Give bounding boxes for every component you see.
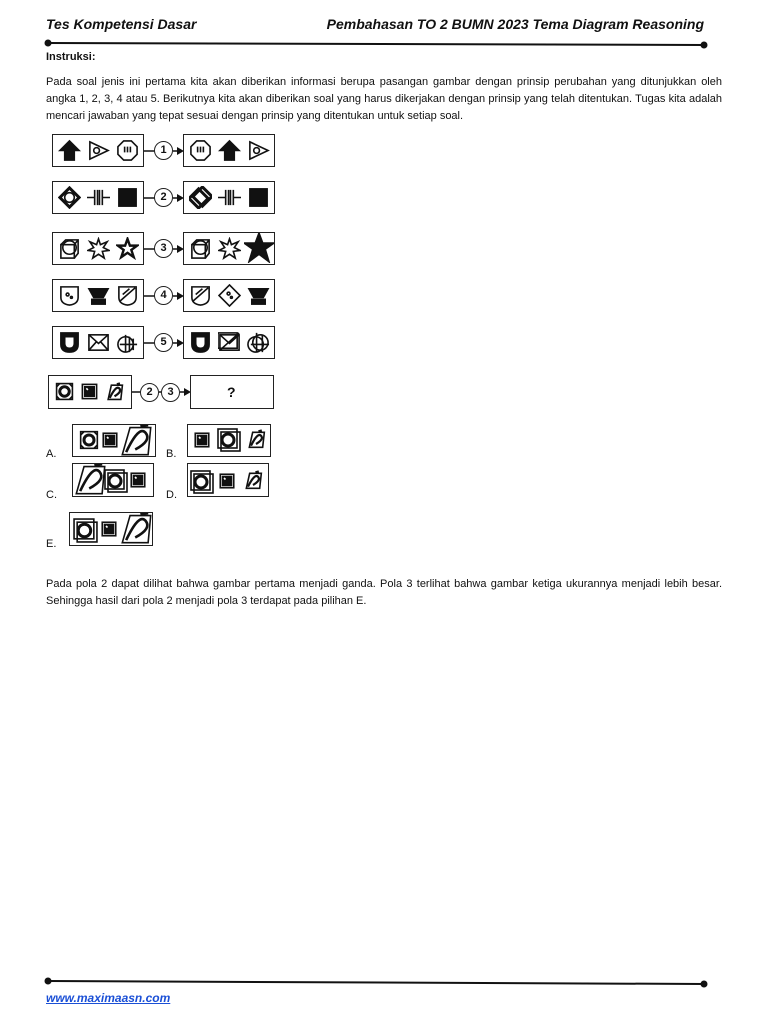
capacitor-icon: [218, 186, 241, 209]
arrow-house-icon: [218, 139, 241, 162]
q-frame-double-icon: [104, 469, 128, 493]
q-frame-double-icon: [190, 470, 214, 494]
triangle-circle-icon: [247, 139, 270, 162]
grid-circle-double-icon: [247, 331, 270, 354]
option-b-label: B.: [166, 448, 177, 460]
envelope-double-icon: [218, 331, 241, 354]
rule-1-number: 1: [154, 141, 173, 160]
capacitor-icon: [87, 186, 110, 209]
splat-icon: [87, 237, 110, 260]
triangle-circle-icon: [87, 139, 110, 162]
octagon-icon: [116, 139, 139, 162]
option-d-label: D.: [166, 489, 177, 501]
q-frame-icon: [55, 382, 74, 401]
header-right-title: Pembahasan TO 2 BUMN 2023 Tema Diagram Reasoning: [326, 16, 704, 32]
star-large-icon: [244, 233, 274, 263]
diamond-circle-double-icon: [189, 186, 212, 209]
u-shield-icon: [58, 331, 81, 354]
q-frame-double-icon: [73, 518, 98, 543]
q-loop-large-icon: [75, 464, 106, 495]
trapezoid-black-icon: [87, 284, 110, 307]
q-loop-large-icon: [121, 425, 152, 456]
q-frame-double-icon: [217, 428, 241, 452]
option-e-label: E.: [46, 538, 57, 550]
q-square-icon: [218, 472, 236, 490]
arrow-house-icon: [58, 139, 81, 162]
rule-5-number: 5: [154, 333, 173, 352]
black-square-icon: [247, 186, 270, 209]
cube-circle-icon: [58, 237, 81, 260]
option-c-label: C.: [46, 489, 57, 501]
explanation-text: Pada pola 2 dapat dilihat bahwa gambar pertama menjadi ganda. Pola 3 terlihat bahwa gambar ketiga ukurannya menjadi lebih besar. Sehingga hasil dari pola 2 menjadi pola 3 terdapat pada pilihan E.: [46, 578, 722, 607]
splat-icon: [218, 237, 241, 260]
question-number-3: 3: [161, 383, 180, 402]
question-mark: ?: [227, 384, 236, 400]
header-left-title: Tes Kompetensi Dasar: [46, 16, 197, 32]
star-icon: [116, 237, 139, 260]
octagon-icon: [189, 139, 212, 162]
q-square-icon: [129, 471, 147, 489]
q-square-icon: [80, 382, 99, 401]
diamond-dots-icon: [218, 284, 241, 307]
q-square-icon: [100, 520, 118, 538]
shield-dots-icon: [58, 284, 81, 307]
cube-circle-icon: [189, 237, 212, 260]
shield-slash-icon: [116, 284, 139, 307]
instruction-title: Instruksi:: [46, 51, 96, 63]
q-loop-icon: [246, 429, 266, 449]
option-a-label: A.: [46, 448, 57, 460]
q-loop-icon: [105, 382, 124, 401]
q-frame-icon: [79, 430, 99, 450]
trapezoid-black-icon: [247, 284, 270, 307]
black-square-icon: [116, 186, 139, 209]
grid-circle-icon: [116, 331, 139, 354]
diamond-circle-icon: [58, 186, 81, 209]
shield-slash-icon: [189, 284, 212, 307]
instruction-text: Pada soal jenis ini pertama kita akan diberikan informasi berupa pasangan gambar dengan prinsip perubahan yang ditunjukkan oleh angka 1, 2, 3, 4 atau 5. Berikutnya kita akan diberikan soal yang harus dikerjakan dengan prinsip yang telah ditentukan. Tugas kita adalah mencari jawaban yang tepat sesuai dengan prinsip yang ditentukan untuk setiap soal.: [46, 76, 722, 122]
envelope-icon: [87, 331, 110, 354]
website-link[interactable]: www.maximaasn.com: [46, 991, 171, 1005]
rule-4-number: 4: [154, 286, 173, 305]
rule-2-number: 2: [154, 188, 173, 207]
q-loop-icon: [243, 470, 263, 490]
rule-3-number: 3: [154, 239, 173, 258]
q-square-icon: [101, 431, 119, 449]
q-loop-large-icon: [121, 513, 152, 544]
u-shield-icon: [189, 331, 212, 354]
question-number-2: 2: [140, 383, 159, 402]
q-square-icon: [193, 431, 211, 449]
